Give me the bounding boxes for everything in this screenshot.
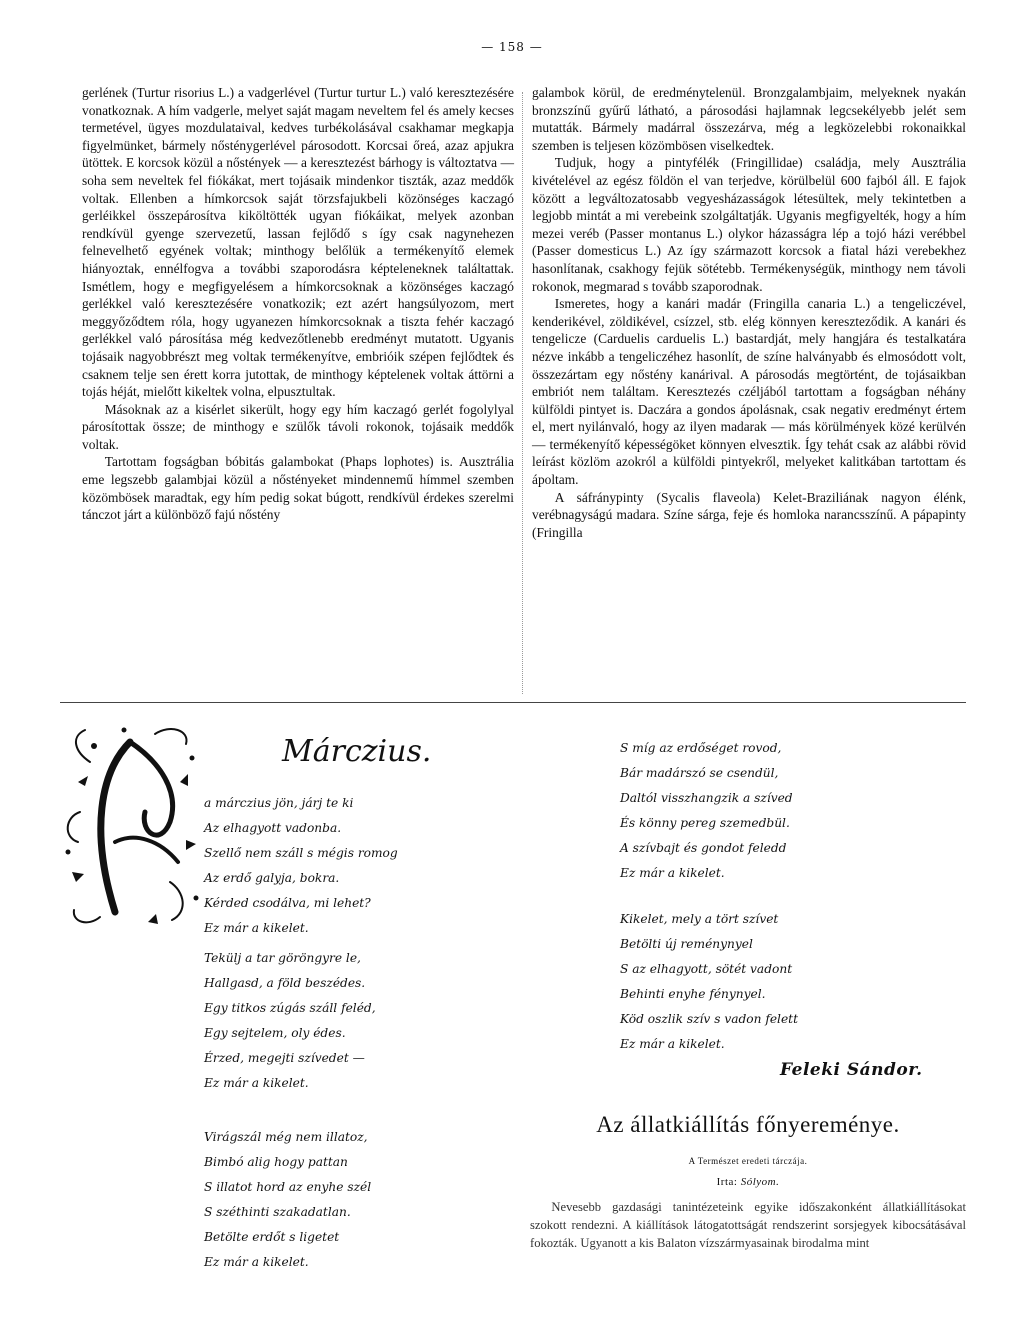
poem-line: A szívbajt és gondot feledd — [620, 841, 787, 855]
poem-title: Márczius. — [282, 734, 432, 769]
poem-line: Kérded csodálva, mi lehet? — [204, 896, 371, 910]
poem-line: Ez már a kikelet. — [204, 921, 309, 935]
poem-line: Szellő nem száll s mégis romog — [204, 846, 398, 860]
poem-line: S míg az erdőséget rovod, — [620, 741, 782, 755]
poem-line: S illatot hord az enyhe szél — [204, 1180, 372, 1194]
article-body — [530, 1198, 966, 1252]
poem-stanza — [204, 1125, 371, 1275]
byline-author: Sólyom. — [740, 1176, 780, 1188]
paragraph: gerlének (Turtur risorius L.) a vadgerlével (Turtur turtur L.) való keresztezésére vonatkoznak. A hím vadgerle, melyet saját magam neveltem fel és amely kecses termetével, ügyes mozdulataival, kedves turbékolásával csakhamar megkapja figyelmünket, bármely nősténygerlével párosodott. Korcsai őreá, azaz apjukra ütöttek. E korcsok közül a nőstények — a keresztezést bárhogy is változtatva — soha sem neveltek fel fiókákat, mert tojásaik mindenkor tiszták, azaz meddők voltak. Ellenben a hímkorcsok saját törzsfajukbeli közönséges kaczagó gerléikkel összepárosítva kiköltötték ugyan fiókáikat, melyek azonban rendkívül gyenge szervezetű, lassan fejlődő s így csak nagynehezen felnevelhető egyének voltak; minthogy belőlük a termékenyítő elemek hiányoztak, ennélfogva a további szaporodásra képteleneknek találtattak. Ismétlem, hogy e megfigyelésem a hímkorcsoknak a közönséges kaczagó gerlékkel való keresztezésére vonatkozik; ezt azért hangsúlyozom, mert meggyőződtem róla, hogy ugyanezen hímkorcsoknak a tiszta fehér kaczagó gerlékkel való párosítása még kedvezőtlenebb eredményt mutatott. Ugyanis tojásaik nagyobbrészt meg voltak termékenyítve, embrióik szépen fejlődtek és csaknem telje sen érett korra jutottak, de minthogy képtelenek voltak áttörni a tojás héját, mielőtt kikeltek volna, elpusztultak. — [82, 85, 514, 400]
poem-line: S az elhagyott, sötét vadont — [620, 962, 793, 976]
left-text-column — [82, 84, 514, 524]
poem-stanza — [204, 791, 398, 941]
page-number: — 158 — — [481, 40, 543, 54]
article-source: A Természet eredeti tárczája. — [688, 1156, 808, 1166]
poem-line: Behinti enyhe fénynyel. — [620, 987, 766, 1001]
poem-stanza — [620, 907, 798, 1057]
ornamental-initial-icon — [60, 722, 208, 932]
poem-line: Egy titkos zúgás száll feléd, — [204, 1001, 376, 1015]
poem-stanza — [620, 736, 793, 886]
poem-line: Virágszál még nem illatoz, — [204, 1130, 368, 1144]
paragraph: Másoknak az a kisérlet sikerült, hogy egy hím kaczagó gerlét fogolylyal párosítottak össze; de minthogy e szülők távoli rokonok, tojásaik meddők voltak. — [82, 401, 514, 452]
paragraph: galambok körül, de eredménytelenül. Bronzgalambjaim, melyeknek nyakán bronzszínű gyűrű látható, a párosodási hajlamnak legcsekélyebb jelét sem mutatták. Bármely madárral összezárva, még a legközelebbi rokonaikkal szemben is teljesen közömbösen viselkedtek. — [532, 85, 966, 153]
paragraph: Tudjuk, hogy a pintyfélék (Fringillidae) családja, mely Ausztrália kivételével az egész földön el van terjedve, körülbelül 600 fajból áll. E fajok között a legváltozatosabb vegyesházasságok létesültek, mely tekintetben a legjobb mintát a mi verebeink szolgáltatják. Ugyanis megfigyelték, hogy a hím mezei veréb (Passer montanus L.) olykor házasságra lép a tojó házi verébbel (Passer domesticus L.) Az így származott korcsok a fiatal házi verebekhez hasonlítanak, csakhogy fejük sötétebb. Termékenységük, minthogy nem távoli rokonok, megmarad s tovább szaporodnak. — [532, 155, 966, 294]
paragraph: Tartottam fogságban bóbitás galambokat (Phaps lophotes) is. Ausztrália eme legszebb galambjai közül a nőstényeket mindennemű hímmel szemben közömbösek maradtak, egy hím pedig sokat búgott, rendkívül érdekes szerelmi tánczot járt a különböző fajú nőstény — [82, 454, 514, 523]
poem-line: Ez már a kikelet. — [204, 1076, 309, 1090]
poem-line: Hallgasd, a föld beszédes. — [204, 976, 366, 990]
poem-line: Az erdő galyja, bokra. — [204, 871, 340, 885]
poem-line: Ez már a kikelet. — [620, 866, 725, 880]
paragraph: Ismeretes, hogy a kanári madár (Fringilla canaria L.) a tengeliczével, kenderikével, zöldikével, csízzel, stb. elég könnyen kereszteződik. A kanári és tengelicze (Carduelis carduelis L.) bastardját, mely hangjára és testalkatára nézve inkább a tengeliczéhez hasonlít, de színe halványabb és elmosódott volt, összezártam egy nőstény kanárival. A párosodás megtörtént, de tojásaikban embriót nem találtam. Keresztezés czéljából tartottam a fogságban néhány külföldi pintyet is. Daczára a gondos ápolásnak, csak negativ eredményt értem el, mert nyilánvaló, hogy az ilyen madarak — más körülmények közé kerülvén — termékenyítő képességöket könnyen elvesztik. Így tehát csak az alábbi rövid leírást közlöm azokról a külföldi pintyekről, melyeket kalitkában tartottam és ápoltam. — [532, 296, 966, 488]
poem-line: Érzed, megejti szívedet — — [204, 1051, 365, 1065]
poem-signature: Feleki Sándor. — [780, 1060, 923, 1080]
poem-line: Betölte erdőt s ligetet — [204, 1230, 340, 1244]
poem-line: Egy sejtelem, oly édes. — [204, 1026, 346, 1040]
poem-line: Bimbó alig hogy pattan — [204, 1155, 348, 1169]
poem-line: Ez már a kikelet. — [620, 1037, 725, 1051]
poem-line: Ez már a kikelet. — [204, 1255, 309, 1269]
paragraph: Nevesebb gazdasági tanintézeteink egyike időszakonként állatkiállításokat szokott rendezni. A kiállítások látogatottságát rendszerint sorsjegyek kibocsátásával fokozták. Ugyanott a kis Balaton vízszármyasainak birodalma mint — [530, 1200, 966, 1250]
poem-line: És könny pereg szemedbül. — [620, 816, 790, 830]
section-divider — [60, 702, 966, 703]
poem-line: Az elhagyott vadonba. — [204, 821, 342, 835]
poem-line: Köd oszlik szív s vadon felett — [620, 1012, 798, 1026]
poem-line: Betölti új reménynyel — [620, 937, 753, 951]
byline-prefix: Irta: — [716, 1176, 738, 1188]
poem-line: Daltól visszhangzik a szíved — [620, 791, 793, 805]
poem-line: Tekülj a tar göröngyre le, — [204, 951, 361, 965]
column-divider — [522, 92, 523, 694]
poem-line: Bár madárszó se csendül, — [620, 766, 779, 780]
article-byline — [530, 1176, 966, 1188]
poem-stanza — [204, 946, 376, 1096]
poem-line: a márczius jön, járj te ki — [204, 796, 354, 810]
right-text-column — [532, 84, 966, 541]
poem-line: Kikelet, mely a tört szívet — [620, 912, 779, 926]
paragraph: A sáfránypinty (Sycalis flaveola) Kelet-Braziliának nagyon élénk, verébnagyságú madara. Színe sárga, feje és homloka narancsszínű. A pápapinty (Fringilla — [532, 489, 966, 540]
poem-line: S széthinti szakadatlan. — [204, 1205, 351, 1219]
article-title: Az állatkiállítás főnyereménye. — [596, 1112, 900, 1137]
